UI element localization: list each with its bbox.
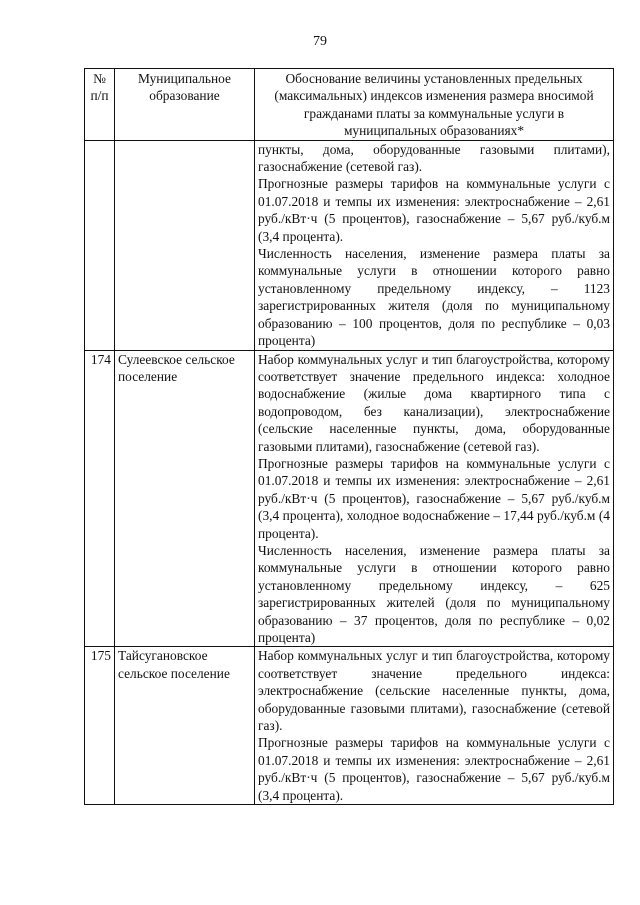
- row-municipality: Тайсугановское сельское поселение: [115, 647, 255, 805]
- row-justification: [255, 350, 614, 647]
- row-municipality: [115, 140, 255, 350]
- row-municipality: Сулеевское сельское поселение: [115, 350, 255, 647]
- row-num: 175: [85, 647, 115, 805]
- page-number: 79: [313, 34, 327, 49]
- row-justification: [255, 140, 614, 350]
- header-municipality: Муниципальное образование: [115, 69, 255, 141]
- header-num: № п/п: [85, 69, 115, 141]
- paragraph: Набор коммунальных услуг и тип благоустройства, которому соответствует значение предельного индекса: холодное водоснабжение (жилые дома квартирного типа с водопроводом, без канализации), электроснабжение (сельские населенные пункты, дома, оборудованные газовыми плитами), газоснабжение (сетевой газ).: [258, 351, 610, 454]
- paragraph: Набор коммунальных услуг и тип благоустройства, которому соответствует значение предельного индекса: электроснабжение (сельские населенные пункты, дома, оборудованные газовыми плитами), газоснабжение (сетевой газ).: [258, 648, 610, 734]
- paragraph: Прогнозные размеры тарифов на коммунальные услуги с 01.07.2018 и темпы их изменения: электроснабжение – 2,61 руб./кВт·ч (5 процентов), газоснабжение – 5,67 руб./куб.м (3,4 процента), холодное водоснабжение – 17,44 руб./куб.м (4 процента).: [258, 455, 610, 541]
- table-row: [85, 647, 614, 805]
- row-justification: [255, 647, 614, 805]
- paragraph: Численность населения, изменение размера платы за коммунальные услуги в отношении которого равно установленному предельному индексу, – 1123 зарегистрированных жителя (доля по муниципальному образованию – 100 процентов, доля по республике – 0,03 процента): [258, 246, 610, 349]
- table-header-row: [85, 69, 614, 141]
- paragraph: пункты, дома, оборудованные газовыми плитами), газоснабжение (сетевой газ).: [258, 141, 610, 175]
- row-num: 174: [85, 350, 115, 647]
- table-row: [85, 140, 614, 350]
- tariff-table: [84, 68, 614, 805]
- row-num: [85, 140, 115, 350]
- paragraph: Численность населения, изменение размера платы за коммунальные услуги в отношении которого равно установленному предельному индексу, – 625 зарегистрированных жителей (доля по муниципальному образованию – 37 процентов, доля по республике – 0,02 процента): [258, 542, 610, 645]
- table-row: [85, 350, 614, 647]
- paragraph: Прогнозные размеры тарифов на коммунальные услуги с 01.07.2018 и темпы их изменения: электроснабжение – 2,61 руб./кВт·ч (5 процентов), газоснабжение – 5,67 руб./куб.м (3,4 процента).: [258, 735, 610, 803]
- paragraph: Прогнозные размеры тарифов на коммунальные услуги с 01.07.2018 и темпы их изменения: электроснабжение – 2,61 руб./кВт·ч (5 процентов), газоснабжение – 5,67 руб./куб.м (3,4 процента).: [258, 176, 610, 244]
- header-justification: Обоснование величины установленных предельных (максимальных) индексов изменения размера вносимой гражданами платы за коммунальные услуги в муниципальных образованиях*: [255, 69, 614, 141]
